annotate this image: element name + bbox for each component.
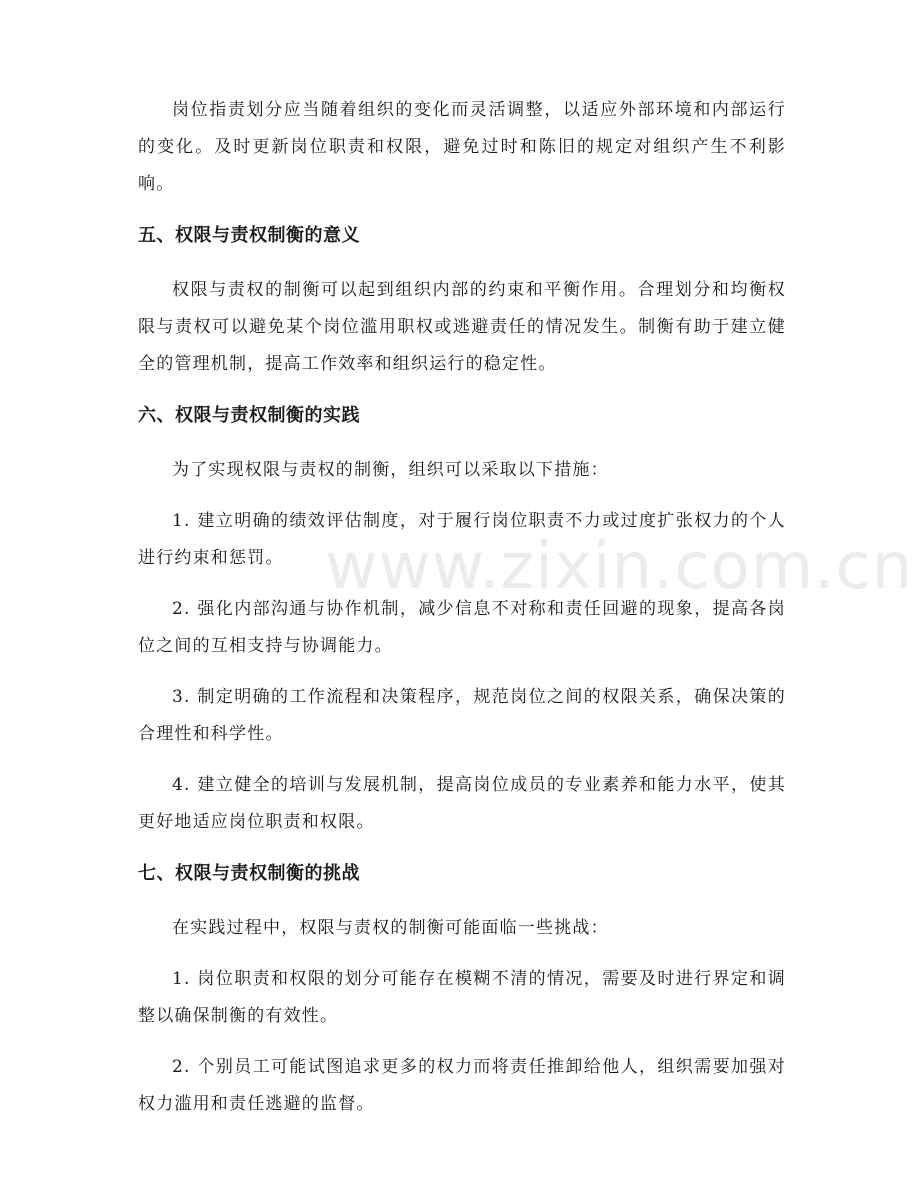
section-heading-6: 六、权限与责权制衡的实践 bbox=[138, 405, 360, 426]
document-page bbox=[138, 92, 786, 1137]
list-item-challenge-1: 1. 岗位职责和权限的划分可能存在模糊不清的情况，需要及时进行界定和调整以确保制衡的有效性。 bbox=[138, 969, 786, 1026]
list-item-practice-2: 2. 强化内部沟通与协作机制，减少信息不对称和责任回避的现象，提高各岗位之间的互相支持与协调能力。 bbox=[138, 599, 786, 656]
paragraph-role-adjustment: 岗位指责划分应当随着组织的变化而灵活调整，以适应外部环境和内部运行的变化。及时更新岗位职责和权限，避免过时和陈旧的规定对组织产生不利影响。 bbox=[138, 100, 786, 194]
list-item-challenge-2: 2. 个别员工可能试图追求更多的权力而将责任推卸给他人，组织需要加强对权力滥用和责任逃避的监督。 bbox=[138, 1057, 786, 1114]
paragraph-practice-intro: 为了实现权限与责权的制衡，组织可以采取以下措施： bbox=[172, 460, 609, 480]
paragraph-challenges-intro: 在实践过程中，权限与责权的制衡可能面临一些挑战： bbox=[172, 918, 609, 938]
watermark: www.zixin.com.cn bbox=[325, 530, 914, 604]
list-item-practice-1: 1. 建立明确的绩效评估制度，对于履行岗位职责不力或过度扩张权力的个人进行约束和惩罚。 bbox=[138, 511, 786, 568]
paragraph-checks-meaning: 权限与责权的制衡可以起到组织内部的约束和平衡作用。合理划分和均衡权限与责权可以避免某个岗位滥用职权或逃避责任的情况发生。制衡有助于建立健全的管理机制，提高工作效率和组织运行的稳定性。 bbox=[138, 280, 786, 374]
list-item-practice-3: 3. 制定明确的工作流程和决策程序，规范岗位之间的权限关系，确保决策的合理性和科学性。 bbox=[138, 687, 786, 744]
list-item-practice-4: 4. 建立健全的培训与发展机制，提高岗位成员的专业素养和能力水平，使其更好地适应岗位职责和权限。 bbox=[138, 775, 786, 832]
section-heading-5: 五、权限与责权制衡的意义 bbox=[138, 225, 360, 246]
section-heading-7: 七、权限与责权制衡的挑战 bbox=[138, 863, 360, 884]
